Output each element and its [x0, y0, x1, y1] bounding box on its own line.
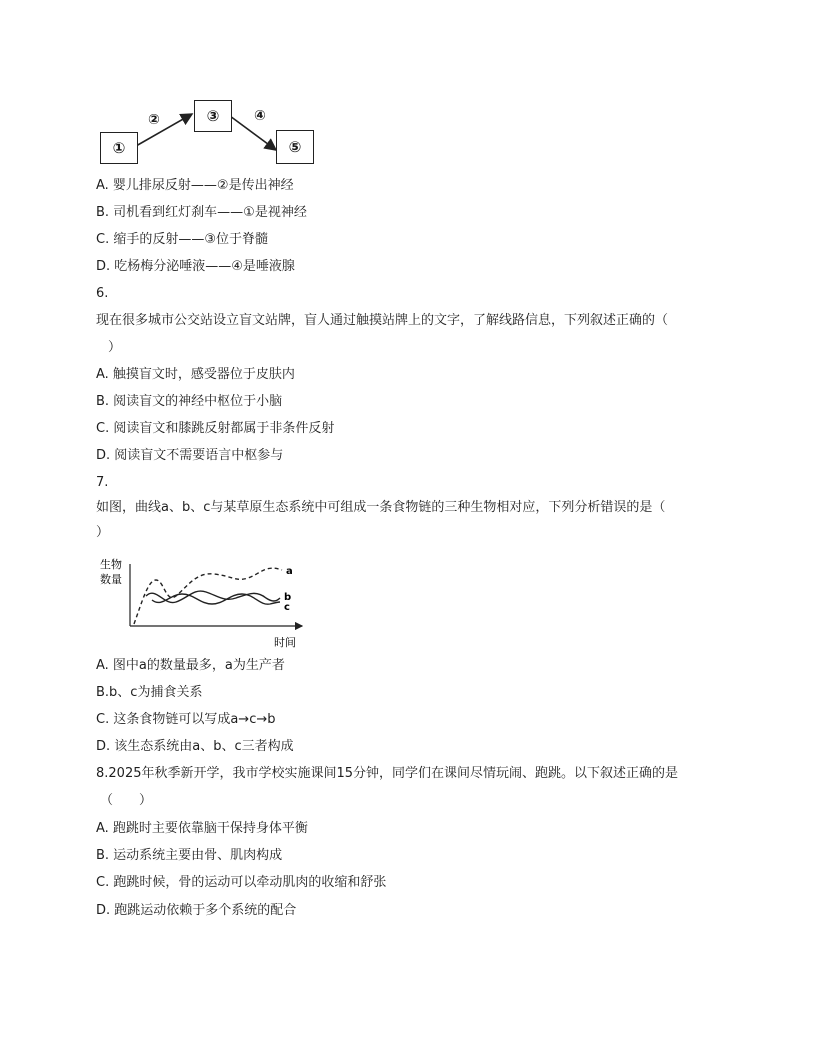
q6-stem-end: ） [108, 340, 122, 355]
population-graph-svg [96, 552, 308, 652]
arrow-label-4: ④ [254, 108, 266, 124]
curve-label-c: c [284, 602, 290, 613]
q7-option-c: C. 这条食物链可以写成a→c→b [96, 712, 276, 727]
q5-option-b: B. 司机看到红灯刹车——①是视神经 [96, 205, 307, 220]
node-1: ① [100, 132, 138, 164]
q6-number: 6. [96, 286, 109, 301]
curve-label-a: a [286, 566, 293, 577]
graph-xlabel: 时间 [274, 636, 296, 649]
q6-option-b: B. 阅读盲文的神经中枢位于小脑 [96, 394, 283, 409]
arrow-1 [136, 114, 192, 146]
q7-stem: 如图，曲线a、b、c与某草原生态系统中可组成一条食物链的三种生物相对应，下列分析错误的是（ [96, 500, 666, 515]
q7-option-a: A. 图中a的数量最多，a为生产者 [96, 658, 285, 673]
curve-a [134, 568, 282, 624]
arrow-2 [230, 116, 276, 150]
q8-stem: 8.2025年秋季新开学，我市学校实施课间15分钟，同学们在课间尽情玩闹、跑跳。以下叙述正确的是 [96, 766, 679, 781]
q8-option-c: C. 跑跳时候，骨的运动可以牵动肌肉的收缩和舒张 [96, 875, 387, 890]
q7-stem-end: ） [96, 525, 110, 540]
graph-ylabel-2: 数量 [100, 573, 122, 586]
q6-option-a: A. 触摸盲文时，感受器位于皮肤内 [96, 367, 295, 382]
q8-stem-end: （ ） [100, 793, 153, 808]
q8-option-d: D. 跑跳运动依赖于多个系统的配合 [96, 903, 297, 918]
q7-option-d: D. 该生态系统由a、b、c三者构成 [96, 739, 294, 754]
graph-ylabel-1: 生物 [100, 558, 122, 571]
arrow-label-2: ② [148, 112, 160, 128]
q6-option-d: D. 阅读盲文不需要语言中枢参与 [96, 448, 284, 463]
q8-option-a: A. 跑跳时主要依靠脑干保持身体平衡 [96, 821, 308, 836]
q7-option-b: B.b、c为捕食关系 [96, 685, 203, 700]
reflex-arc-diagram [96, 96, 326, 168]
q5-option-c: C. 缩手的反射——③位于脊髓 [96, 232, 268, 247]
q8-option-b: B. 运动系统主要由骨、肌肉构成 [96, 848, 283, 863]
population-graph [96, 552, 308, 652]
node-5: ⑤ [276, 130, 314, 164]
q5-option-d: D. 吃杨梅分泌唾液——④是唾液腺 [96, 259, 295, 274]
q5-option-a: A. 婴儿排尿反射——②是传出神经 [96, 178, 294, 193]
q7-number: 7. [96, 475, 109, 490]
curve-label-b: b [284, 592, 292, 603]
q6-option-c: C. 阅读盲文和膝跳反射都属于非条件反射 [96, 421, 335, 436]
node-3: ③ [194, 100, 232, 132]
q6-stem: 现在很多城市公交站设立盲文站牌，盲人通过触摸站牌上的文字，了解线路信息，下列叙述正确的（ [96, 313, 669, 328]
